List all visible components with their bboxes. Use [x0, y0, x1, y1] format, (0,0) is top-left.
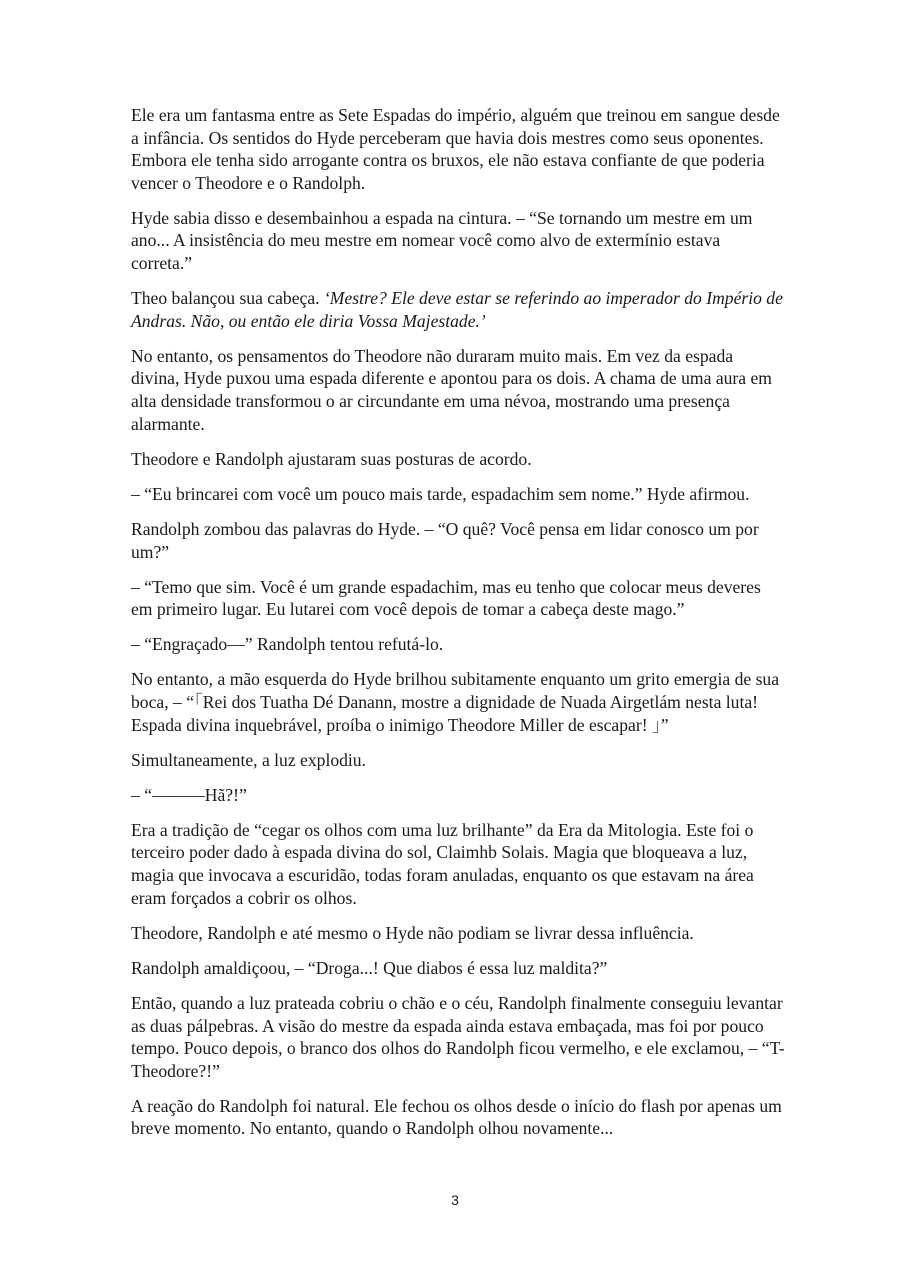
page-number: 3 — [451, 1192, 459, 1208]
paragraph: No entanto, a mão esquerda do Hyde brilhou subitamente enquanto um grito emergia de sua boca, – “「Rei dos Tuatha Dé Danann, mostre a dignidade de Nuada Airgetlám nesta luta! Espada divina inquebrável, proíba o inimigo Theodore Miller de escapar! 」” — [131, 669, 780, 735]
paragraph: Então, quando a luz prateada cobriu o chão e o céu, Randolph finalmente conseguiu levantar as duas pálpebras. A visão do mestre da espada ainda estava embaçada, mas foi por pouco tempo. Pouco depois, o branco dos olhos do Randolph ficou vermelho, e ele exclamou, – “T-Theodore?!” — [131, 992, 785, 1081]
document-body — [131, 104, 785, 1152]
paragraph: Theodore e Randolph ajustaram suas posturas de acordo. — [131, 448, 532, 469]
paragraph-thought — [131, 287, 785, 332]
paragraph: Ele era um fantasma entre as Sete Espadas do império, alguém que treinou em sangue desde a infância. Os sentidos do Hyde perceberam que havia dois mestres como seus oponentes. Embora ele tenha sido arrogante contra os bruxos, ele não estava confiante de que poderia vencer o Theodore e o Randolph. — [131, 105, 780, 193]
paragraph: Randolph amaldiçoou, – “Droga...! Que diabos é essa luz maldita?” — [131, 957, 608, 978]
thought-prefix: Theo balançou sua cabeça. — [131, 288, 324, 309]
paragraph: Simultaneamente, a luz explodiu. — [131, 749, 367, 770]
paragraph: A reação do Randolph foi natural. Ele fechou os olhos desde o início do flash por apenas um breve momento. No entanto, quando o Randolph olhou novamente... — [131, 1095, 782, 1139]
paragraph: Theodore, Randolph e até mesmo o Hyde não podiam se livrar dessa influência. — [131, 922, 694, 943]
paragraph: Randolph zombou das palavras do Hyde. – “O quê? Você pensa em lidar conosco um por um?” — [131, 518, 759, 562]
paragraph: No entanto, os pensamentos do Theodore não duraram muito mais. Em vez da espada divina, Hyde puxou uma espada diferente e apontou para os dois. A chama de uma aura em alta densidade transformou o ar circundante em uma névoa, mostrando uma presença alarmante. — [131, 345, 772, 434]
paragraph: – “Temo que sim. Você é um grande espadachim, mas eu tenho que colocar meus deveres em primeiro lugar. Eu lutarei com você depois de tomar a cabeça deste mago.” — [131, 576, 761, 620]
paragraph: – “Engraçado—” Randolph tentou refutá-lo. — [131, 634, 444, 655]
paragraph: – “———Hã?!” — [131, 784, 247, 805]
paragraph: – “Eu brincarei com você um pouco mais tarde, espadachim sem nome.” Hyde afirmou. — [131, 483, 750, 504]
paragraph: Hyde sabia disso e desembainhou a espada na cintura. – “Se tornando um mestre em um ano... A insistência do meu mestre em nomear você como alvo de extermínio estava correta.” — [131, 207, 753, 274]
paragraph: Era a tradição de “cegar os olhos com uma luz brilhante” da Era da Mitologia. Este foi o terceiro poder dado à espada divina do sol, Claimhb Solais. Magia que bloqueava a luz, magia que invocava a escuridão, todas foram anuladas, enquanto os que estavam na área eram forçados a cobrir os olhos. — [131, 819, 754, 908]
thought-italic: ‘Mestre? Ele deve estar se referindo ao imperador do Império de Andras. Não, ou então ele diria Vossa Majestade.’ — [131, 288, 783, 331]
